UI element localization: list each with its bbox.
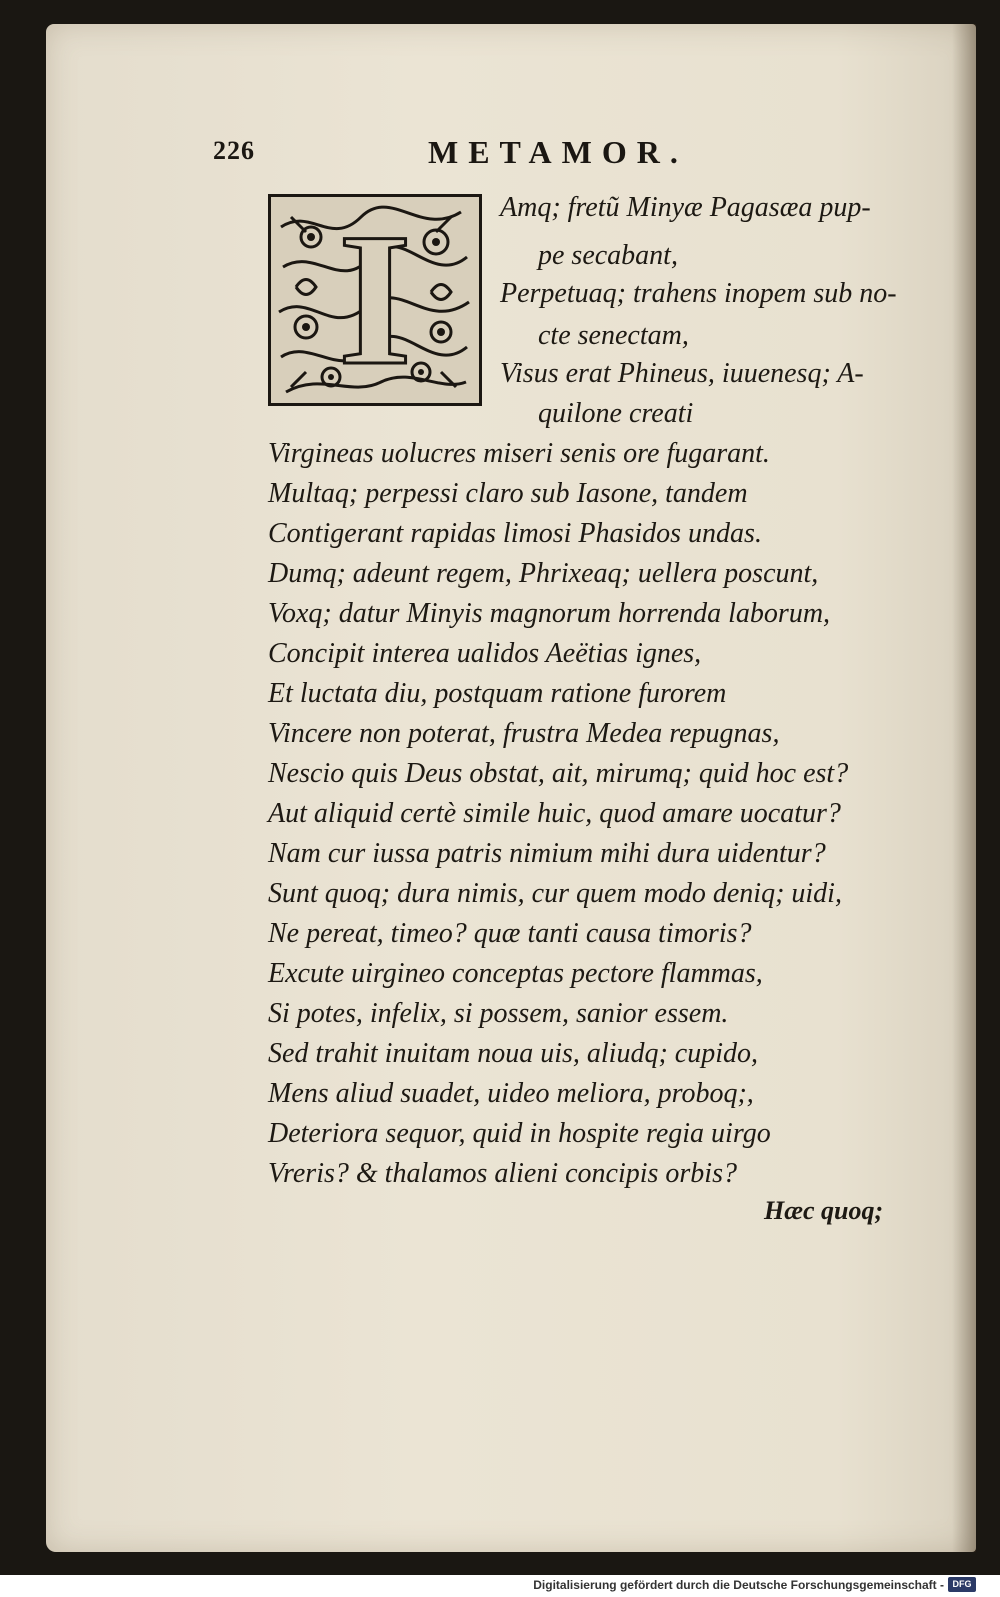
verse-line: Et luctata diu, postquam ratione furorem <box>268 678 727 709</box>
verse-line: Contigerant rapidas limosi Phasidos undas. <box>268 518 762 549</box>
verse-line: quilone creati <box>538 398 694 429</box>
verse-line: Visus erat Phineus, iuuenesq; A- <box>500 358 864 389</box>
verse-line: Voxq; datur Minyis magnorum horrenda laborum, <box>268 598 831 629</box>
verse-line: Multaq; perpessi claro sub Iasone, tandem <box>268 478 748 509</box>
page-edge-shadow <box>952 24 976 1552</box>
verse-line: Vincere non poterat, frustra Medea repugnas, <box>268 718 780 749</box>
verse-line: Dumq; adeunt regem, Phrixeaq; uellera poscunt, <box>268 558 819 589</box>
verse-line: Deteriora sequor, quid in hospite regia uirgo <box>268 1118 771 1149</box>
page-number: 226 <box>213 136 255 165</box>
verse-line: Nescio quis Deus obstat, ait, mirumq; quid hoc est? <box>268 758 849 789</box>
verse-line: Vreris? & thalamos alieni concipis orbis? <box>268 1158 737 1189</box>
funding-credit: Digitalisierung gefördert durch die Deutsche Forschungsgemeinschaft - <box>533 1578 944 1592</box>
verse-line: cte senectam, <box>538 320 689 351</box>
running-head: METAMOR. <box>428 134 688 170</box>
verse-line: Sed trahit inuitam noua uis, aliudq; cupido, <box>268 1038 758 1069</box>
dfg-logo-icon: DFG <box>948 1577 976 1592</box>
catchword: Hæc quoq; <box>764 1196 884 1225</box>
initial-letter: I <box>338 195 412 405</box>
decorated-initial <box>268 194 482 406</box>
verse-line: Sunt quoq; dura nimis, cur quem modo deniq; uidi, <box>268 878 842 909</box>
verse-line: Virgineas uolucres miseri senis ore fugarant. <box>268 438 770 469</box>
verse-line: Ne pereat, timeo? quæ tanti causa timoris? <box>268 918 752 949</box>
verse-line: Mens aliud suadet, uideo meliora, proboq;, <box>268 1078 754 1109</box>
verse-line: Amq; fretũ Minyæ Pagasæa pup- <box>500 192 871 223</box>
verse-line: Nam cur iussa patris nimium mihi dura uidentur? <box>268 838 826 869</box>
verse-line: Aut aliquid certè simile huic, quod amare uocatur? <box>268 798 841 829</box>
verse-line: Concipit interea ualidos Aeëtias ignes, <box>268 638 702 669</box>
verse-line: pe secabant, <box>538 240 678 271</box>
verse-line: Si potes, infelix, si possem, sanior essem. <box>268 998 729 1029</box>
verse-line: Excute uirgineo conceptas pectore flammas, <box>268 958 763 989</box>
verse-line: Perpetuaq; trahens inopem sub no- <box>500 278 897 309</box>
